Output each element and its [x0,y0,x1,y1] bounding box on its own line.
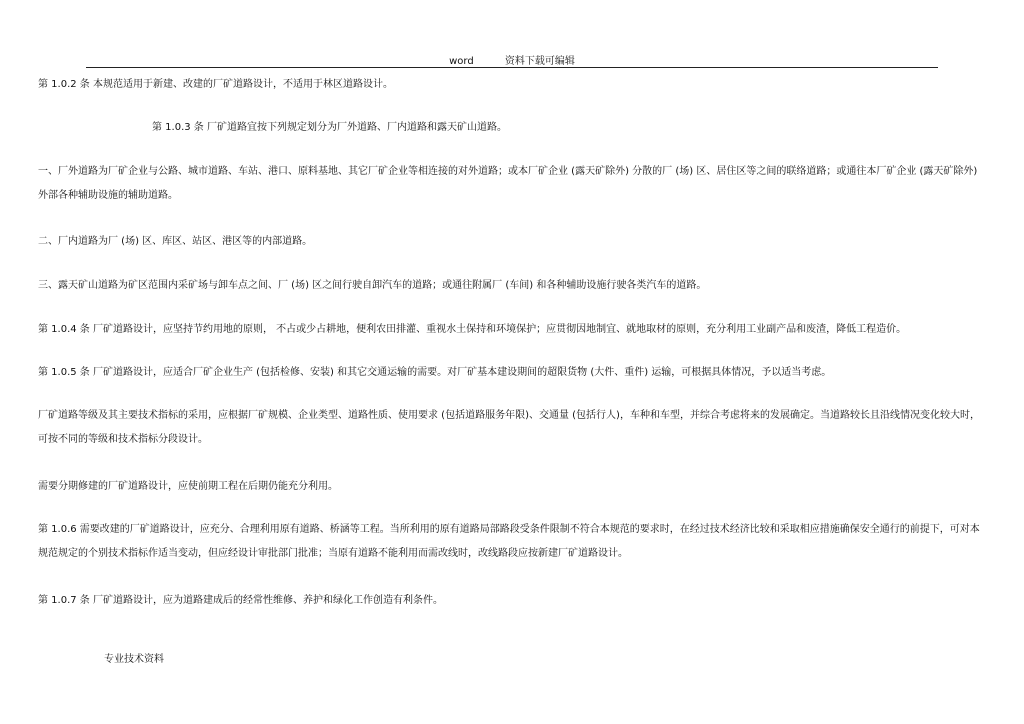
para-item-1: 一、厂外道路为厂矿企业与公路、城市道路、车站、港口、原料基地、其它厂矿企业等相连接的对外道路；或本厂矿企业 (露天矿除外) 分散的厂 (场) 区、居住区等之间的联络道路；或通往本厂矿企业 (露天矿除外) 外部各种辅助设施的辅助道路。 [38,166,978,201]
para-phased: 需要分期修建的厂矿道路设计，应使前期工程在后期仍能充分利用。 [38,481,338,492]
para-1-0-2: 第 1.0.2 条 本规范适用于新建、改建的厂矿道路设计，不适用于林区道路设计。 [38,79,393,90]
para-1-0-3: 第 1.0.3 条 厂矿道路宜按下列规定划分为厂外道路、厂内道路和露天矿山道路。 [152,122,507,133]
para-1-0-5: 第 1.0.5 条 厂矿道路设计，应适合厂矿企业生产 (包括检修、安装) 和其它交通运输的需要。对厂矿基本建设期间的超限货物 (大件、重件) 运输，可根据具体情况，予以适当考虑。 [38,367,832,378]
header-caption: 资料下载可编辑 [504,56,575,67]
para-item-2: 二、厂内道路为厂 (场) 区、库区、站区、港区等的内部道路。 [38,236,313,247]
header-word: word [449,56,474,67]
page-footer: 专业技术资料 [104,654,164,665]
para-1-0-6: 第 1.0.6 需要改建的厂矿道路设计，应充分、合理利用原有道路、桥涵等工程。当所利用的原有道路局部路段受条件限制不符合本规范的要求时，在经过技术经济比较和采取相应措施确保安全通行的前提下，可对本规范规定的个别技术指标作适当变动，但应经设计审批部门批准；当原有道路不能利用而需改线时，改线路段应按新建厂矿道路设计。 [38,524,980,559]
para-item-3: 三、露天矿山道路为矿区范围内采矿场与卸车点之间、厂 (场) 区之间行驶自卸汽车的道路；或通往附属厂 (车间) 和各种辅助设施行驶各类汽车的道路。 [38,280,707,291]
para-1-0-7: 第 1.0.7 条 厂矿道路设计，应为道路建成后的经常性维修、养护和绿化工作创造有利条件。 [38,595,443,606]
para-grade: 厂矿道路等级及其主要技术指标的采用，应根据厂矿规模、企业类型、道路性质、使用要求 (包括道路服务年限)、交通量 (包括行人)，车种和车型，并综合考虑将来的发展确定。当道路较长且沿线情况变化较大时，可按不同的等级和技术指标分段设计。 [38,410,980,445]
para-1-0-4: 第 1.0.4 条 厂矿道路设计，应坚持节约用地的原则， 不占或少占耕地，便利农田排灌、重视水土保持和环境保护；应贯彻因地制宜、就地取材的原则，充分利用工业副产品和废渣，降低工程造价。 [38,324,907,335]
page-header [86,52,938,68]
